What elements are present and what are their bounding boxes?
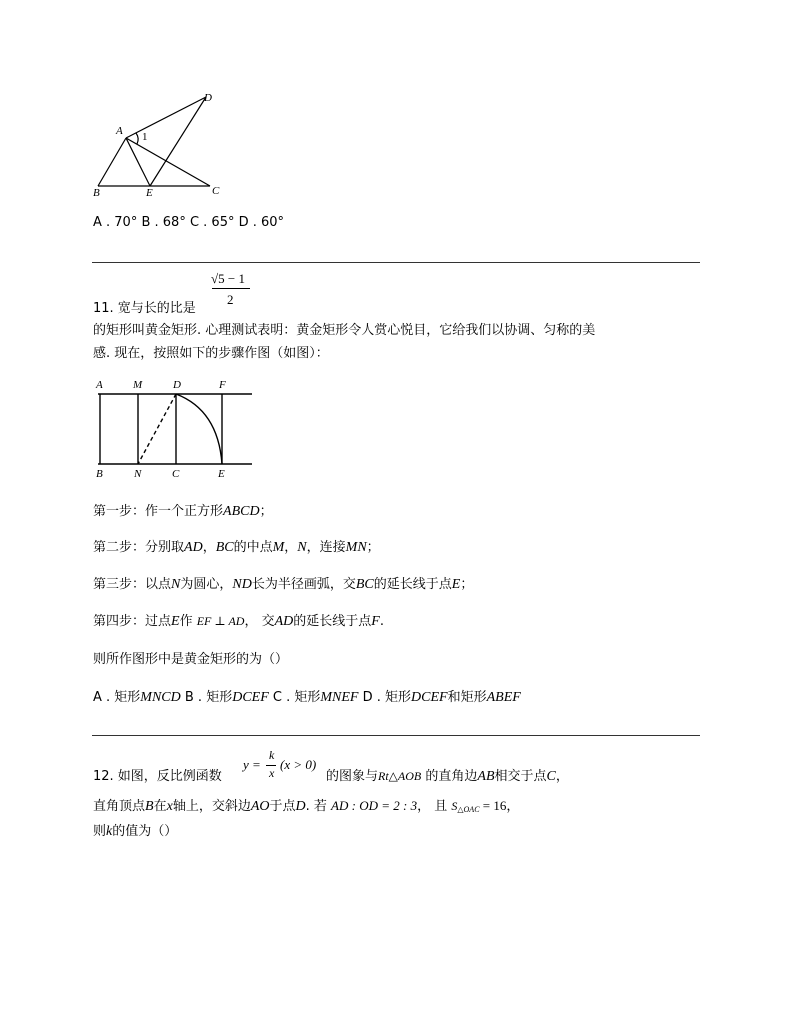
q11-step1: 第一步：作一个正方形ABCD； [93, 504, 273, 519]
q11-ratio-denominator: 2 [227, 292, 234, 307]
q12-function: y = k x (x > 0) [243, 748, 317, 780]
q11-step3: 第三步：以点N为圆心，ND长为半径画弧，交BC的延长线于点E； [93, 577, 474, 592]
divider-2 [92, 735, 700, 736]
q11-ratio-bar [212, 288, 250, 289]
q10-label-angle: 1 [142, 131, 148, 143]
q11-question: 则所作图形中是黄金矩形的为（） [93, 652, 289, 667]
q10-label-e: E [146, 187, 153, 199]
q11-label-b: B [96, 468, 103, 480]
q11-line2: 的矩形叫黄金矩形. 心理测试表明：黄金矩形令人赏心悦目，它给我们以协调、匀称的美 [93, 323, 596, 338]
q10-label-a: A [116, 125, 123, 137]
q11-step2: 第二步：分别取AD，BC的中点M，N，连接MN； [93, 540, 380, 555]
q10-label-c: C [212, 185, 220, 197]
q10-label-d: D [204, 92, 212, 104]
divider-1 [92, 262, 700, 263]
q11-golden-rectangle-figure [92, 376, 257, 484]
q12-line1-prefix: 12. 如图，反比例函数 [93, 769, 222, 784]
q10-triangle-figure [90, 90, 230, 200]
q11-label-a: A [96, 379, 103, 391]
q12-line3: 则k的值为（） [93, 824, 178, 839]
q11-label-c: C [172, 468, 180, 480]
q11-ratio-numerator: √5 − 1 [211, 271, 245, 286]
q11-step4: 第四步：过点E作 EF ⊥ AD， 交AD的延长线于点F. [93, 614, 384, 629]
q11-label-m: M [133, 379, 143, 391]
q12-line1-rest: 的图象与Rt△AOB 的直角边AB相交于点C， [326, 769, 569, 784]
q11-prefix: 11. 宽与长的比是 [93, 301, 196, 316]
q11-label-d: D [173, 379, 181, 391]
q11-options: A . 矩形MNCD B . 矩形DCEF C . 矩形MNEF D . 矩形DCEF和矩形ABEF [93, 690, 521, 705]
q11-line3: 感. 现在，按照如下的步骤作图（如图）： [93, 346, 329, 361]
q12-line2: 直角顶点B在x轴上，交斜边AO于点D. 若 AD : OD = 2 : 3， 且 S△OAC = 16， [93, 798, 520, 814]
q11-label-n: N [134, 468, 142, 480]
q10-label-b: B [93, 187, 100, 199]
q11-label-e: E [218, 468, 225, 480]
q10-options: A . 70° B . 68° C . 65° D . 60° [93, 215, 285, 230]
q11-label-f: F [219, 379, 226, 391]
